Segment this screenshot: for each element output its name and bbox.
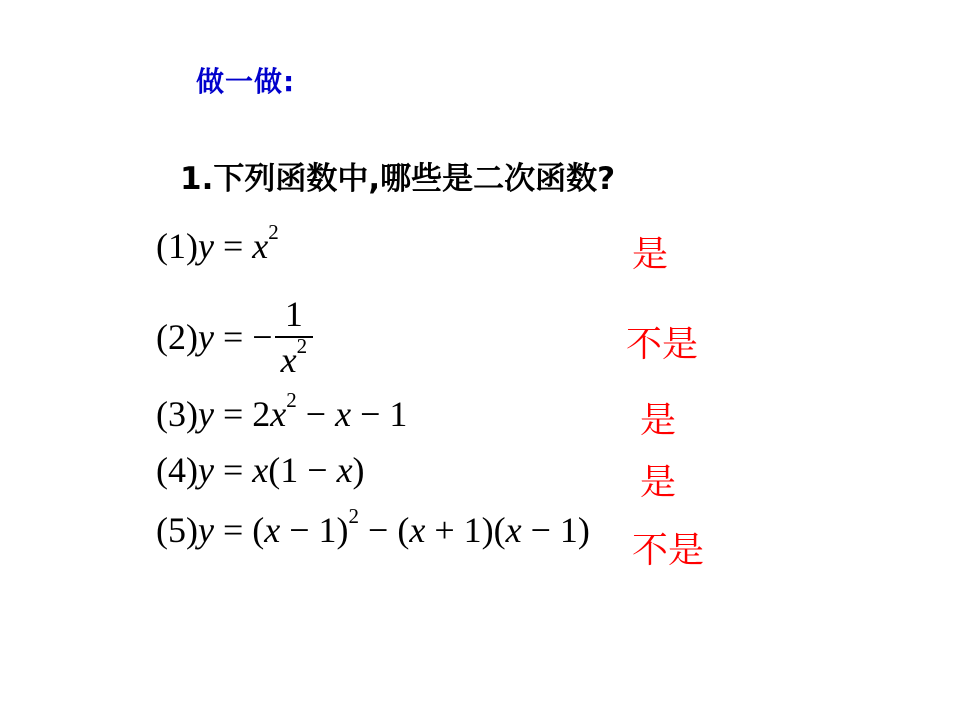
answer-4: 是: [640, 462, 677, 503]
question-text: 1.下列函数中,哪些是二次函数?: [180, 161, 616, 197]
answer-5: 不是: [632, 530, 705, 571]
equation-5: $(5)y = (x - 1)^2 - (x + 1)(x - 1)$: [156, 504, 590, 550]
equation-2-fraction: $\frac{1}{x^2}$: [275, 296, 313, 378]
equation-1: $(1)y = x^2$: [156, 220, 279, 266]
answer-2: 不是: [626, 324, 699, 365]
equation-5-number: (5): [156, 510, 198, 550]
equation-2: (2)y = − $\frac{1}{x^2}$: [156, 296, 313, 378]
answer-1: 是: [632, 234, 669, 275]
slide-heading: 做一做:: [196, 65, 296, 98]
equation-3: $(3)y = 2x^2 - x - 1$: [156, 388, 408, 434]
equation-3-number: (3): [156, 394, 198, 434]
equation-1-number: (1): [156, 226, 198, 266]
equation-4: (4)y = x(1 − x): [156, 450, 365, 490]
equation-4-number: (4): [156, 450, 198, 490]
equation-2-number: (2): [156, 317, 198, 357]
answer-3: 是: [640, 400, 677, 441]
